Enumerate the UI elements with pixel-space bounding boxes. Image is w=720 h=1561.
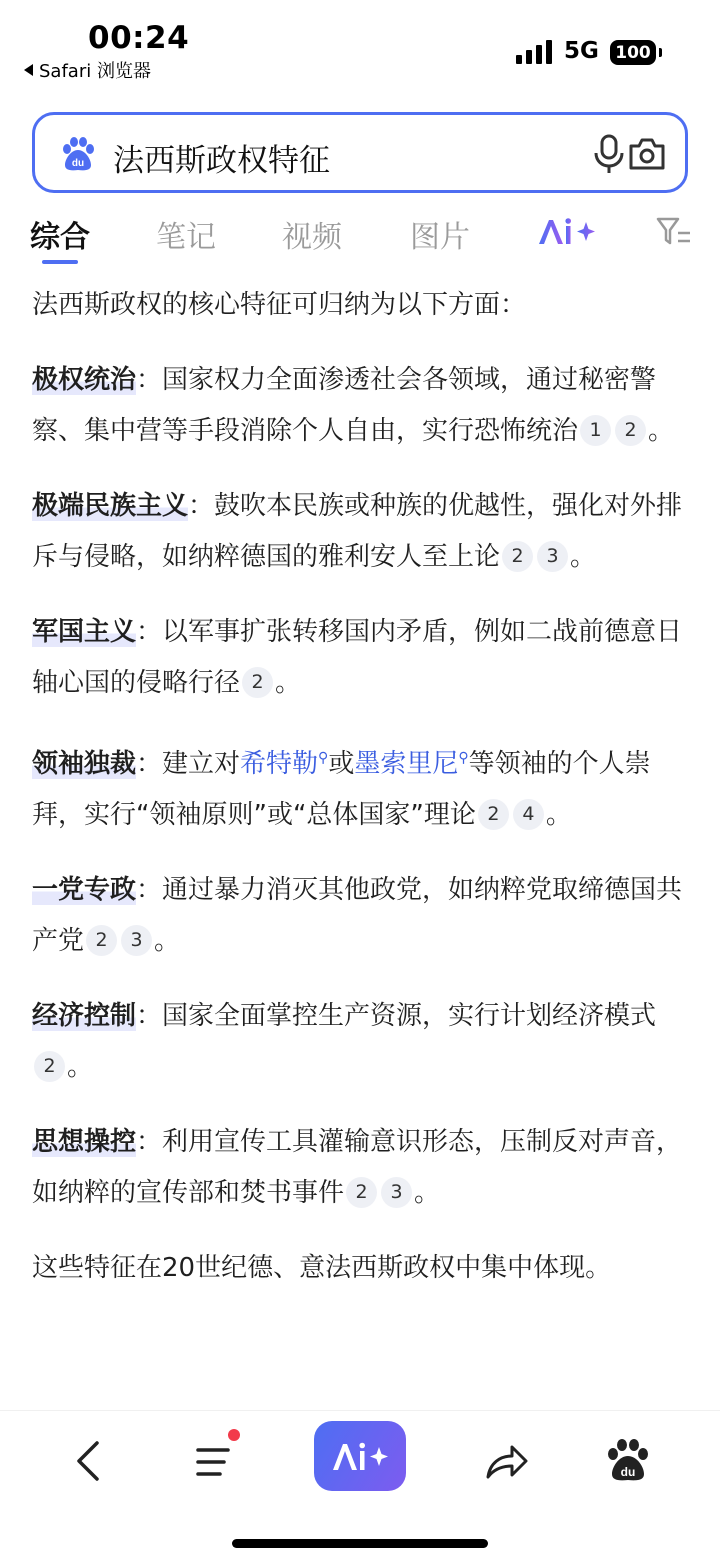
baidu-paw-icon <box>59 135 97 173</box>
citation-badge[interactable]: 2 <box>86 925 117 956</box>
search-input[interactable]: 法西斯政权特征 <box>113 143 330 179</box>
item-text: ：鼓吹本民族或种族的优越性，强化对外排斥与侵略，如纳粹德国的雅利安人至上论 <box>32 491 683 572</box>
citation-badge[interactable]: 3 <box>121 925 152 956</box>
back-triangle-icon <box>24 64 33 76</box>
back-chevron-icon[interactable] <box>64 1435 116 1487</box>
end-punct: 。 <box>67 1052 94 1082</box>
item-text: ：建立对 <box>136 749 241 779</box>
end-punct: 。 <box>275 668 302 698</box>
baidu-home-icon[interactable] <box>602 1435 654 1487</box>
item-term: 经济控制 <box>32 1001 137 1031</box>
filter-icon[interactable] <box>656 216 692 246</box>
citation-badge[interactable]: 2 <box>502 541 533 572</box>
item-term: 思想操控 <box>32 1127 137 1157</box>
camera-icon[interactable] <box>627 135 667 173</box>
menu-list-icon[interactable] <box>188 1435 240 1487</box>
search-mini-icon: ⚲ <box>318 750 329 766</box>
status-bar <box>0 0 720 100</box>
citation-badge[interactable]: 2 <box>34 1051 65 1082</box>
answer-item <box>32 991 688 1093</box>
end-punct: 。 <box>154 926 181 956</box>
item-term: 一党专政 <box>32 875 137 905</box>
ai-answer-content <box>32 280 688 1410</box>
tab-notes[interactable]: 笔记 <box>156 220 216 255</box>
citation-badge[interactable]: 2 <box>242 667 273 698</box>
network-type: 5G <box>564 38 599 64</box>
citation-badge[interactable]: 2 <box>346 1177 377 1208</box>
back-to-app-link[interactable] <box>24 57 151 83</box>
active-tab-indicator <box>42 260 78 264</box>
item-term: 极端民族主义 <box>32 491 189 521</box>
bottom-toolbar <box>0 1410 720 1561</box>
ai-assistant-button[interactable] <box>314 1421 406 1491</box>
item-text: ：国家权力全面渗透社会各领域，通过秘密警察、集中营等手段消除个人自由，实行恐怖统治 <box>32 365 657 446</box>
entity-link-hitler[interactable]: 希特勒⚲ <box>240 749 329 779</box>
answer-outro: 这些特征在20世纪德、意法西斯政权中集中体现。 <box>32 1253 612 1283</box>
answer-item <box>32 865 688 967</box>
citation-badge[interactable]: 3 <box>381 1177 412 1208</box>
end-punct: 。 <box>648 416 675 446</box>
answer-item <box>32 607 688 709</box>
svg-text:du: du <box>620 1465 636 1479</box>
notification-dot <box>228 1429 240 1441</box>
back-app-label: Safari 浏览器 <box>39 61 151 82</box>
item-text: 或 <box>328 749 355 779</box>
search-box[interactable] <box>32 112 688 193</box>
status-time: 00:24 <box>88 20 190 56</box>
microphone-icon[interactable] <box>591 133 627 175</box>
citation-badge[interactable]: 3 <box>537 541 568 572</box>
item-text: 等领袖的个人崇拜，实行“领袖原则”或“总体国家”理论 <box>32 749 651 830</box>
tab-images[interactable]: 图片 <box>410 220 470 255</box>
search-mini-icon: ⚲ <box>458 750 469 766</box>
answer-intro: 法西斯政权的核心特征可归纳为以下方面： <box>32 290 527 320</box>
ai-plus-tab-icon[interactable] <box>536 214 596 248</box>
entity-link-mussolini[interactable]: 墨索里尼⚲ <box>354 749 469 779</box>
item-text: ：国家全面掌控生产资源，实行计划经济模式 <box>136 1001 657 1031</box>
answer-item <box>32 733 688 841</box>
item-term: 极权统治 <box>32 365 137 395</box>
item-term: 军国主义 <box>32 617 137 647</box>
signal-icon <box>516 40 552 64</box>
answer-item <box>32 1117 688 1219</box>
end-punct: 。 <box>545 800 572 830</box>
item-term: 领袖独裁 <box>32 749 137 779</box>
tab-videos[interactable]: 视频 <box>282 220 342 255</box>
end-punct: 。 <box>414 1178 441 1208</box>
item-text: ：利用宣传工具灌输意识形态，压制反对声音，如纳粹的宣传部和焚书事件 <box>32 1127 683 1208</box>
end-punct: 。 <box>570 542 597 572</box>
tab-comprehensive[interactable]: 综合 <box>30 220 90 255</box>
svg-text:du: du <box>71 158 85 169</box>
answer-item <box>32 355 688 457</box>
ai-plus-icon <box>330 1438 390 1474</box>
citation-badge[interactable]: 4 <box>513 799 544 830</box>
item-text: ：通过暴力消灭其他政党，如纳粹党取缔德国共产党 <box>32 875 683 956</box>
item-text: ：以军事扩张转移国内矛盾，例如二战前德意日轴心国的侵略行径 <box>32 617 683 698</box>
battery-icon: 100 <box>610 40 656 65</box>
citation-badge[interactable]: 1 <box>580 415 611 446</box>
search-tabs <box>30 212 700 268</box>
share-arrow-icon[interactable] <box>480 1435 532 1487</box>
citation-badge[interactable]: 2 <box>615 415 646 446</box>
citation-badge[interactable]: 2 <box>478 799 509 830</box>
home-indicator <box>232 1539 488 1548</box>
answer-item <box>32 481 688 583</box>
